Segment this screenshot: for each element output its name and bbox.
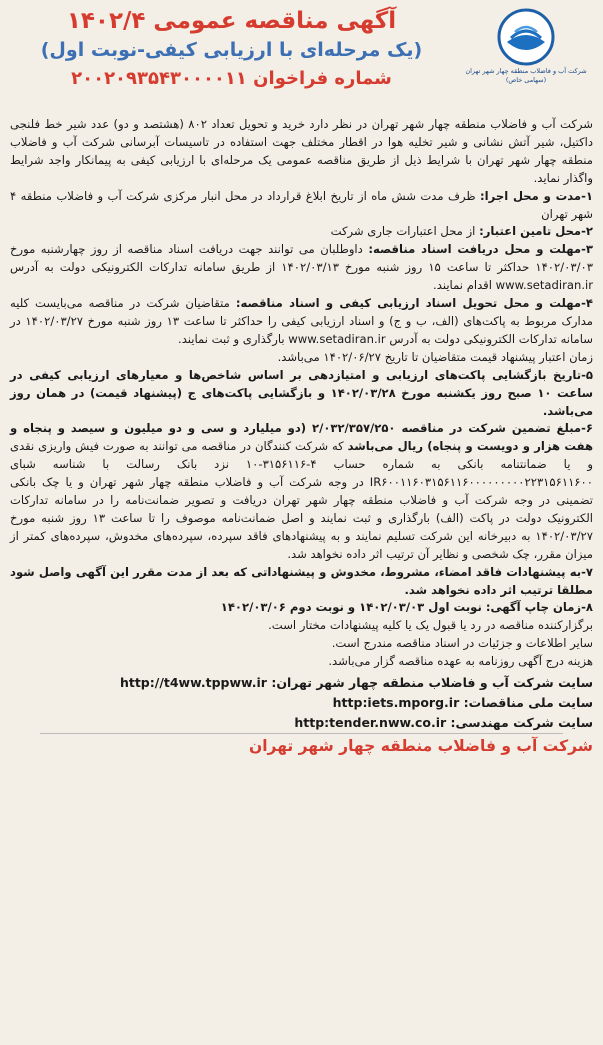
validity-note: زمان اعتبار پیشنهاد قیمت متقاضیان تا تاریخ ۱۴۰۲/۰۶/۲۷ می‌باشد.: [277, 349, 593, 364]
logo-company-name: شرکت آب و فاضلاب منطقه چهار شهر تهران: [465, 67, 587, 75]
item-6-title: ۶-مبلغ تضمین شرکت در مناقصه ۲/۰۳۲/۳۵۷/۲۵۰ (دو میلیارد و سی و دو میلیون و سیصد و پنجاه و هفت هزار و دویست و پنجاه) ریال می‌باشد: [10, 421, 594, 454]
footer-company: شرکت آب و فاضلاب منطقه چهار شهر تهران: [249, 737, 593, 756]
company-logo: [461, 8, 591, 84]
notice-body: [10, 116, 593, 671]
item-4: [10, 295, 593, 349]
item-3: [10, 241, 593, 295]
site-link[interactable]: http:iets.mporg.ir: [332, 695, 460, 711]
site-row-engineering: [10, 713, 593, 733]
site-row-company: [10, 673, 593, 693]
note-3: هزینه درج آگهی روزنامه به عهده مناقصه گزار می‌باشد.: [328, 654, 593, 669]
water-drop-logo-icon: [461, 8, 591, 66]
item-4-title: ۴-مهلت و محل تحویل اسناد ارزیابی کیفی و اسناد مناقصه:: [235, 296, 593, 311]
notice-subtitle: (یک مرحله‌ای با ارزیابی کیفی-نوبت اول): [40, 39, 423, 61]
item-8: ۸-زمان چاپ آگهی: نوبت اول ۱۴۰۲/۰۳/۰۳ و نوبت دوم ۱۴۰۲/۰۳/۰۶: [220, 600, 593, 615]
item-1-title: ۱-مدت و محل اجرا:: [480, 188, 593, 203]
intro-paragraph: شرکت آب و فاضلاب منطقه چهار شهر تهران در نظر دارد خرید و تحویل تعداد ۸۰۲ (هشتصد و دو) عدد شیر خط فلنجی داکتیل، شیر آتش نشانی و شیر تخلیه هوا در اقطار مختلف جهت استفاده در تاسیسات آبرسانی شرکت آب و فاضلاب منطقه چهار شهر تهران با شرایط ذیل از طریق مناقصه عمومی یک مرحله‌ای با ارزیابی کیفی به پیمانکار واجد شرایط واگذار نماید.: [10, 117, 593, 185]
item-5: ۵-تاریخ بازگشایی پاکت‌های ارزیابی و امتیازدهی بر اساس شاخص‌ها و معیارهای ارزیابی کیفی در ساعت ۱۰ صبح روز یکشنبه مورخ ۱۴۰۲/۰۳/۲۸ و بازگشایی پاکت‌های ج (پیشنهاد قیمت) در همان روز می‌باشد.: [10, 367, 593, 418]
site-link[interactable]: http://t4ww.tppww.ir: [119, 675, 267, 691]
site-row-national: [10, 693, 593, 713]
logo-company-type: (سهامی خاص): [505, 76, 547, 84]
note-1: برگزارکننده مناقصه در رد یا قبول یک یا کلیه پیشنهادات مختار است.: [268, 618, 593, 633]
site-label: سایت ملی مناقصات:: [463, 695, 593, 711]
item-6-text: که شرکت کنندگان در مناقصه می توانند به صورت فیش واریزی نقدی و یا ضمانتنامه بانکی به شماره حساب ۴-۳۱۵۶۱۱۶-۱۰ نزد بانک رسالت با شناسه شبای IR۶۰۰۱۱۶۰۳۱۵۶۱۱۶۰۰۰۰۰۰۰۰۰۲۲۳۱۵۶۱۱۶۰۰ در وجه شرکت آب و فاضلاب منطقه چهار شهر تهران و یا چک بانکی تضمینی در وجه شرکت آب و فاضلاب منطقه چهار شهر تهران دریافت و تصویر ضمانت‌نامه را در سامانه تدارکات الکترونیک دولت در پاکت (الف) بارگذاری و ثبت نمایند و اصل ضمانت‌نامه موصوف را تا ساعت ۱۳ روز شنبه مورخ ۱۴۰۲/۰۳/۲۷ به دبیرخانه این شرکت تسلیم نمایند و به پیشنهادهای فاقد سپرده، سپرده‌های مخدوش، سپرده‌های کمتر از میزان مقرر، چک شخصی و نظایر آن ترتیب اثر داده نخواهد شد.: [10, 439, 594, 561]
site-link[interactable]: http:tender.nww.co.ir: [294, 715, 447, 731]
item-2-text: از محل اعتبارات جاری شرکت: [330, 224, 476, 239]
item-2-title: ۲-محل تامین اعتبار:: [479, 224, 593, 239]
item-4-text: متقاضیان شرکت در مناقصه می‌بایست کلیه مدارک مربوط به پاکت‌های (الف، ب و ج) و اسناد ارزیابی کیفی را حداکثر تا ساعت ۱۳ روز شنبه مورخ ۱۴۰۲/۰۳/۲۷ در سامانه تدارکات الکترونیکی دولت به آدرس www.setadiran.ir بارگذاری و ثبت نمایند.: [10, 296, 594, 346]
websites-list: [10, 673, 593, 733]
notice-header: [10, 6, 593, 116]
item-2: [10, 223, 593, 241]
item-1: [10, 188, 593, 224]
call-number: شماره فراخوان ۲۰۰۲۰۹۳۵۴۳۰۰۰۰۱۱: [71, 68, 392, 89]
item-7: ۷-به پیشنهادات فاقد امضاء، مشروط، مخدوش و پیشنهاداتی که بعد از مدت مقرر این آگهی واصل شود مطلقا ترتیب اثر داده نخواهد شد.: [10, 564, 593, 597]
notice-titles: [10, 6, 453, 92]
item-1-text: ظرف مدت شش ماه از تاریخ ابلاغ قرارداد در محل انبار مرکزی شرکت آب و فاضلاب منطقه ۴ شهر تهران: [10, 188, 593, 221]
note-2: سایر اطلاعات و جزئیات در اسناد مناقصه مندرج است.: [331, 636, 593, 651]
site-label: سایت شرکت مهندسی:: [450, 715, 593, 731]
site-label: سایت شرکت آب و فاضلاب منطقه چهار شهر تهران:: [271, 675, 593, 691]
item-6: [10, 420, 593, 563]
notice-title: آگهی مناقصه عمومی ۱۴۰۲/۴: [66, 8, 397, 34]
item-3-title: ۳-مهلت و محل دریافت اسناد مناقصه:: [368, 242, 593, 257]
item-3-text: داوطلبان می توانند جهت دریافت اسناد مناقصه از روز چهارشنبه مورخ ۱۴۰۲/۰۳/۰۳ حداکثر تا ساعت ۱۵ روز شنبه مورخ ۱۴۰۲/۰۳/۱۳ از طریق سامانه تدارکات الکترونیکی دولت به آدرس www.setadiran.ir اقدام نمایند.: [10, 242, 593, 293]
